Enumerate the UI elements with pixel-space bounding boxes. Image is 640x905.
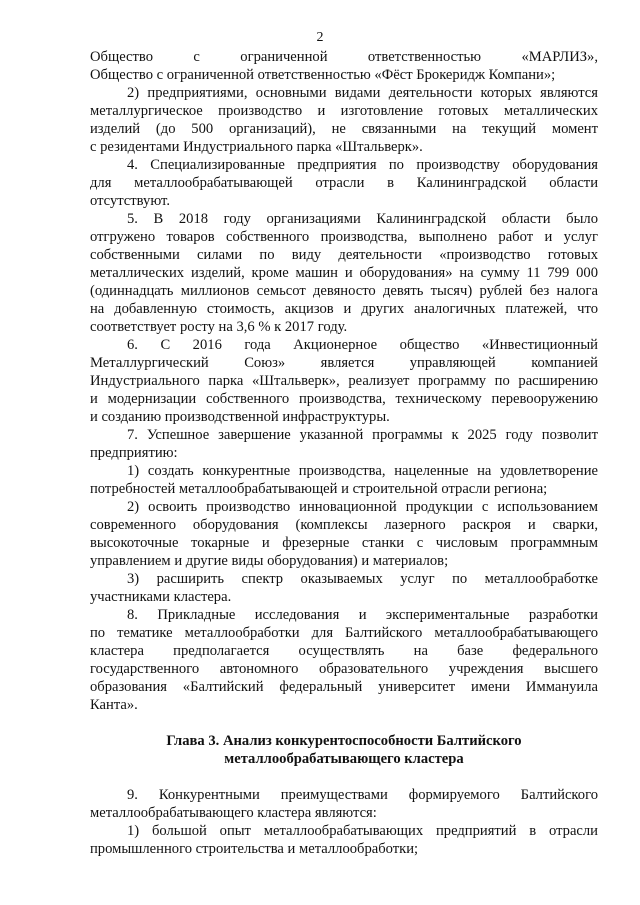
text-line: на добавленную стоимость, акцизов и других аналогичных платежей, что bbox=[90, 301, 598, 317]
text-line: современного оборудования (комплексы лазерного раскроя и сварки, bbox=[90, 517, 598, 533]
text-line: (одиннадцать миллионов семьсот девяносто девять тысяч) рублей без налога bbox=[90, 283, 598, 299]
text-line: 2) освоить производство инновационной продукции с использованием bbox=[127, 499, 598, 515]
text-line: отсутствуют. bbox=[90, 193, 170, 209]
page-number: 2 bbox=[316, 30, 324, 45]
text-line: соответствует росту на 3,6 % к 2017 году. bbox=[90, 319, 348, 335]
text-line: 4. Специализированные предприятия по производству оборудования bbox=[127, 157, 598, 173]
document-body bbox=[90, 48, 598, 858]
text-line: 2) предприятиями, основными видами деятельности которых являются bbox=[127, 85, 598, 101]
text-line: Индустриального парка «Штальверк», реализует программу по расширению bbox=[90, 373, 598, 389]
spacer bbox=[90, 768, 598, 786]
text-line: 7. Успешное завершение указанной программы к 2025 году позволит bbox=[127, 427, 598, 443]
text-line: 3) расширить спектр оказываемых услуг по металлообработке bbox=[127, 571, 598, 587]
text-line: Металлургический Союз» является управляющей компанией bbox=[90, 355, 598, 371]
text-line: управлением и другие виды оборудования) и материалов; bbox=[90, 553, 449, 569]
text-line: по тематике металлообработки для Балтийского металлообрабатывающего bbox=[90, 625, 598, 641]
chapter-heading: Глава 3. Анализ конкурентоспособности Балтийского bbox=[166, 733, 522, 749]
text-line: металлических изделий, кроме машин и оборудования» на сумму 11 799 000 bbox=[90, 265, 598, 281]
text-line: высокоточные токарные и фрезерные станки с числовым программным bbox=[90, 535, 598, 551]
text-line: и созданию производственной инфраструктуры. bbox=[90, 409, 390, 425]
text-line: 8. Прикладные исследования и экспериментальные разработки bbox=[127, 607, 598, 623]
text-line: 6. С 2016 года Акционерное общество «Инвестиционный bbox=[127, 337, 598, 353]
text-line: Общество с ограниченной ответственностью «Фёст Брокеридж Компани»; bbox=[90, 67, 556, 83]
text-line: государственного автономного образовательного учреждения высшего bbox=[90, 661, 598, 677]
text-line: 9. Конкурентными преимуществами формируемого Балтийского bbox=[127, 787, 598, 803]
text-line: потребностей металлообрабатывающей и строительной отрасли региона; bbox=[90, 481, 548, 497]
text-line: отгружено товаров собственного производства, выполнено работ и услуг bbox=[90, 229, 598, 245]
text-line: кластера предполагается осуществлять на базе федерального bbox=[90, 643, 598, 659]
text-line: металлургическое производство и изготовление готовых металлических bbox=[90, 103, 598, 119]
text-line: собственными силами по виду деятельности «производство готовых bbox=[90, 247, 598, 263]
text-line: образования «Балтийский федеральный университет имени Иммануила bbox=[90, 679, 598, 695]
text-line: 1) создать конкурентные производства, нацеленные на удовлетворение bbox=[127, 463, 598, 479]
text-line: 1) большой опыт металлообрабатывающих предприятий в отрасли bbox=[127, 823, 598, 839]
text-line: с резидентами Индустриального парка «Штальверк». bbox=[90, 139, 423, 155]
text-line: предприятию: bbox=[90, 445, 178, 461]
text-line: 5. В 2018 году организациями Калининградской области было bbox=[127, 211, 598, 227]
text-line: для металлообрабатывающей отрасли в Калининградской области bbox=[90, 175, 598, 191]
text-line: Общество с ограниченной ответственностью «МАРЛИЗ», bbox=[90, 49, 598, 65]
text-line: участниками кластера. bbox=[90, 589, 232, 605]
text-line: и модернизации собственного производства, техническому перевооружению bbox=[90, 391, 598, 407]
spacer bbox=[90, 714, 598, 732]
text-line: изделий (до 500 организаций), не связанными на текущий момент bbox=[90, 121, 598, 137]
chapter-heading: металлообрабатывающего кластера bbox=[224, 751, 464, 767]
text-line: промышленного строительства и металлообработки; bbox=[90, 841, 419, 857]
text-line: Канта». bbox=[90, 697, 138, 713]
text-line: металлообрабатывающего кластера являются: bbox=[90, 805, 377, 821]
